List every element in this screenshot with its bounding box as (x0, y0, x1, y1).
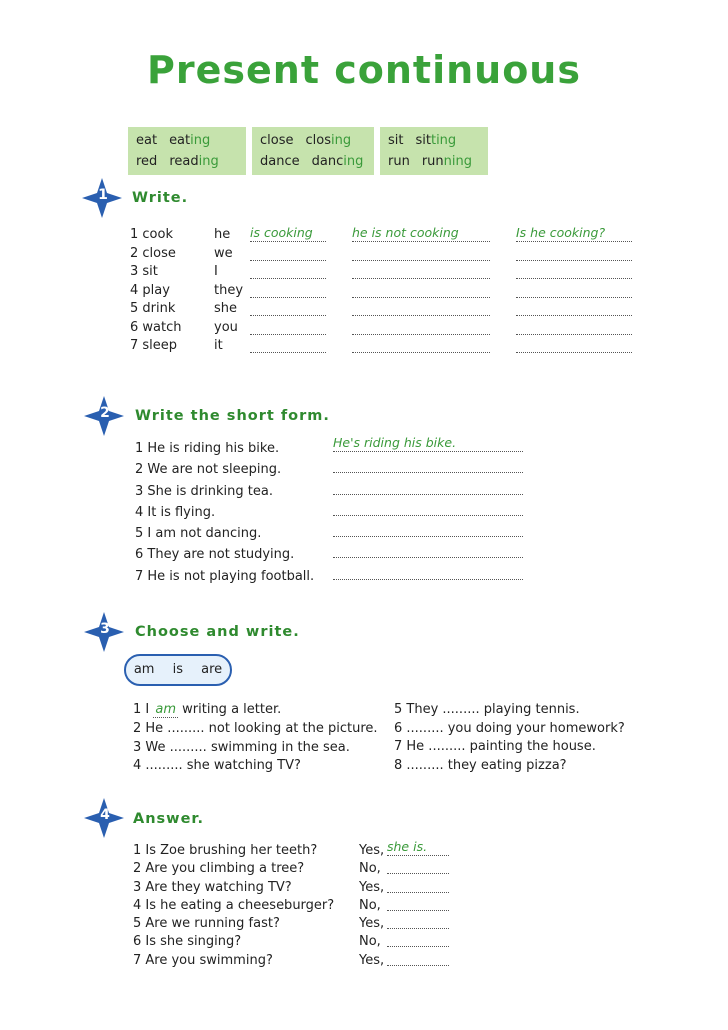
vocab-base: close (260, 133, 294, 148)
verb-label: 1 cook (130, 227, 173, 242)
write-row (130, 264, 650, 283)
answer-blank[interactable] (516, 246, 632, 261)
choose-item: 5 They ......... playing tennis. (394, 702, 580, 717)
vocab-row (252, 151, 374, 172)
answer-blank[interactable] (250, 264, 326, 279)
answer-list (133, 839, 473, 971)
subject-label: we (214, 245, 233, 261)
vocab-stem: read (169, 154, 199, 169)
section-2-title: Write the short form. (135, 408, 330, 424)
vocab-ending: ning (443, 154, 472, 169)
verb-label: 7 sleep (130, 338, 178, 353)
answer-start: Yes, (359, 843, 385, 858)
answer-blank[interactable] (387, 859, 449, 874)
vocab-base: eat (136, 133, 158, 148)
question: 3 Are they watching TV? (133, 879, 292, 895)
choose-suffix: writing a letter. (178, 702, 282, 717)
choose-prefix: 1 I (133, 702, 154, 717)
answer-blank[interactable] (516, 338, 632, 353)
vocab-row (252, 127, 374, 151)
question: 2 Are you climbing a tree? (133, 861, 305, 877)
answer-blank[interactable] (516, 320, 632, 335)
answer-blank[interactable] (387, 914, 449, 929)
subject-label: she (214, 301, 238, 316)
vocab-base: red (136, 154, 158, 169)
write-row (130, 338, 650, 357)
short-form-row (135, 435, 535, 460)
write-row (130, 301, 650, 320)
answer-blank[interactable] (387, 932, 449, 947)
answer-start: Yes, (359, 916, 385, 932)
answer-blank[interactable] (352, 283, 490, 298)
answer-blank[interactable] (250, 246, 326, 261)
section-4-title: Answer. (133, 811, 204, 827)
answer-blank[interactable]: she is. (387, 841, 449, 856)
vocab-stem: sit (415, 133, 431, 148)
section-number: 3 (100, 621, 110, 637)
short-form-row (135, 482, 535, 503)
short-form-row (135, 460, 535, 481)
answer-blank[interactable] (387, 951, 449, 966)
answer-blank[interactable] (333, 522, 523, 537)
short-form-row (135, 545, 535, 566)
vocab-box-1 (128, 127, 246, 175)
choose-item: 3 We ......... swimming in the sea. (133, 739, 350, 755)
vocab-row (380, 151, 488, 172)
sentence: 4 It is flying. (135, 504, 216, 520)
answer-blank[interactable] (333, 480, 523, 495)
answer-blank[interactable] (516, 283, 632, 298)
question: 4 Is he eating a cheeseburger? (133, 897, 335, 913)
sentence: 2 We are not sleeping. (135, 462, 282, 478)
section-number: 4 (100, 807, 110, 823)
vocab-ending: ing (190, 133, 211, 148)
subject-label: they (214, 282, 244, 298)
verb-label: 2 close (130, 245, 176, 261)
answer-start: No, (359, 861, 381, 877)
sentence: 1 He is riding his bike. (135, 441, 280, 456)
write-row (130, 283, 650, 302)
choose-item: 8 ......... they eating pizza? (394, 757, 567, 773)
vocab-stem: clos (305, 133, 331, 148)
vocab-row (380, 127, 488, 151)
answer-blank[interactable] (250, 301, 326, 316)
short-form-row (135, 567, 535, 588)
subject-label: I (214, 264, 218, 279)
answer-start: No, (359, 934, 381, 950)
choose-left-column (133, 720, 378, 776)
vocab-ending: ting (430, 133, 457, 148)
verb-label: 6 watch (130, 319, 182, 335)
vocab-ending: ing (343, 154, 364, 169)
sentence: 3 She is drinking tea. (135, 483, 273, 499)
question: 7 Are you swimming? (133, 952, 273, 968)
answer-blank[interactable] (250, 283, 326, 298)
section-3-title: Choose and write. (135, 624, 300, 640)
vocab-ending: ing (198, 154, 219, 169)
choose-right-column (394, 701, 625, 775)
answer-blank[interactable] (250, 320, 326, 335)
short-form-row (135, 524, 535, 545)
answer-blank[interactable] (352, 301, 490, 316)
vocab-stem: danc (311, 154, 344, 169)
sentence: 6 They are not studying. (135, 547, 295, 563)
answer-blank[interactable] (352, 338, 490, 353)
answer-blank[interactable] (387, 878, 449, 893)
vocab-row (128, 151, 246, 172)
answer-row (133, 953, 473, 971)
section-1-title: Write. (132, 190, 189, 206)
choose-item-1 (133, 701, 281, 720)
section-number: 1 (98, 187, 108, 203)
vocab-base: dance (260, 154, 300, 169)
answer-blank[interactable] (352, 320, 490, 335)
short-form-row (135, 503, 535, 524)
answer-start: Yes, (359, 879, 385, 895)
answer-blank[interactable] (333, 565, 523, 580)
write-row (130, 320, 650, 339)
sentence: 5 I am not dancing. (135, 526, 262, 542)
answer-blank[interactable] (352, 246, 490, 261)
vocab-ending: ing (330, 133, 352, 148)
answer-blank[interactable] (352, 264, 490, 279)
answer-blank[interactable] (333, 543, 523, 558)
answer-blank[interactable] (250, 338, 326, 353)
vocab-base: sit (388, 133, 404, 148)
choose-item: 2 He ......... not looking at the picture. (133, 721, 378, 736)
vocab-row (128, 127, 246, 151)
write-row (130, 227, 650, 246)
answer-start: Yes, (359, 952, 385, 968)
verb-label: 4 play (130, 282, 170, 298)
write-row (130, 246, 650, 265)
answer-start: No, (359, 897, 381, 913)
answer-blank[interactable]: Is he cooking? (516, 227, 632, 242)
question: 1 Is Zoe brushing her teeth? (133, 843, 318, 858)
write-table (130, 227, 650, 357)
answer-blank[interactable]: he is not cooking (352, 227, 490, 242)
verb-label: 5 drink (130, 301, 176, 316)
choose-item: 4 ......... she watching TV? (133, 758, 301, 773)
verb-label: 3 sit (130, 264, 158, 279)
vocab-box-2 (252, 127, 374, 175)
answer-blank[interactable]: He's riding his bike. (333, 437, 523, 452)
answer-blank[interactable] (333, 501, 523, 516)
page-title: Present continuous (147, 48, 581, 92)
vocab-box-3 (380, 127, 488, 175)
vocab-stem: run (421, 154, 444, 169)
subject-label: he (214, 227, 231, 242)
choose-item: 7 He ......... painting the house. (394, 739, 596, 754)
answer-blank[interactable] (516, 264, 632, 279)
answer-blank[interactable] (387, 896, 449, 911)
choose-item: 6 ......... you doing your homework? (394, 720, 625, 736)
section-number: 2 (100, 405, 110, 421)
choose-answer: am (155, 702, 177, 717)
answer-blank[interactable]: is cooking (250, 227, 326, 242)
answer-blank[interactable] (333, 458, 523, 473)
word-options-pill: am is are (124, 654, 232, 686)
vocab-stem: eat (169, 133, 191, 148)
answer-blank[interactable] (516, 301, 632, 316)
short-form-list (135, 435, 535, 588)
vocab-base: run (388, 154, 410, 169)
question: 6 Is she singing? (133, 934, 242, 950)
subject-label: you (214, 319, 238, 335)
sentence: 7 He is not playing football. (135, 568, 315, 584)
question: 5 Are we running fast? (133, 916, 280, 932)
subject-label: it (214, 338, 223, 353)
